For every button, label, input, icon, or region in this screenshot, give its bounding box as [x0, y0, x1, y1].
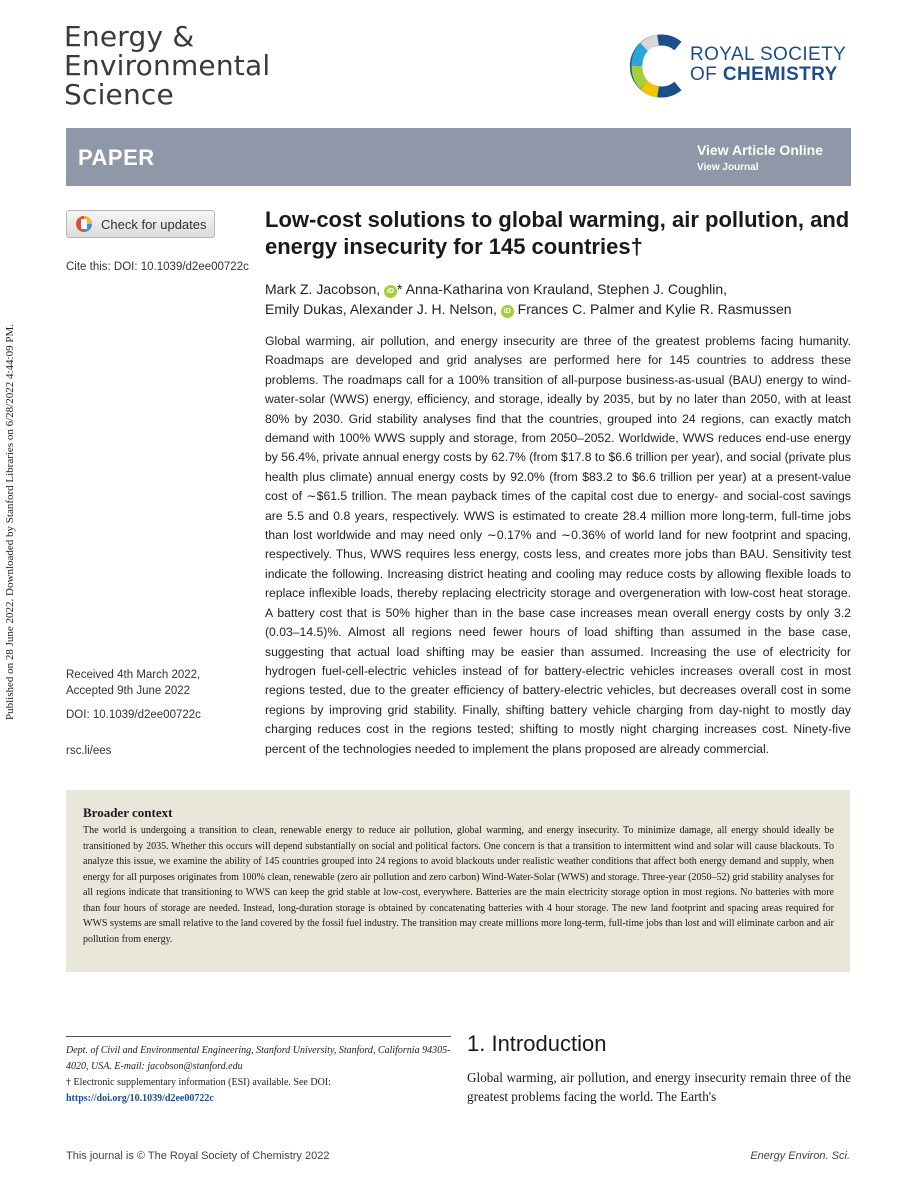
rsc-wordmark-line2: [690, 65, 846, 85]
author-name: Frances C. Palmer and Kylie R. Rasmussen: [513, 301, 792, 317]
section-heading-introduction: 1. Introduction: [467, 1031, 607, 1056]
author-list: [265, 279, 865, 319]
orcid-icon[interactable]: iD: [501, 305, 514, 318]
journal-title: [64, 22, 270, 109]
rsc-logo: [630, 33, 855, 99]
rsc-wordmark-chemistry: CHEMISTRY: [722, 64, 838, 85]
rsc-wordmark-line1: ROYAL SOCIETY: [690, 44, 847, 65]
footnote-divider: [66, 1036, 451, 1037]
author-name: Mark Z. Jacobson,: [265, 281, 381, 297]
esi-footnote: [66, 1075, 452, 1107]
received-date: Received 4th March 2022,: [66, 669, 201, 681]
abstract: Global warming, air pollution, and energy insecurity are three of the greatest problems facing humanity. Roadmaps are developed and grid analyses are performed here for 145 countries to address these problems. The roadmaps call for a 100% transition of all-purpose business-as-usual (BAU) energy to wind-water-solar (WWS) energy, efficiency, and storage, ideally by 2035, but by no later than 2050, with at least 80% by 2030. Grid stability analyses find that the countries, grouped into 24 regions, can exactly match demand with 100% WWS supply and storage, from 2050–2052. Worldwide, WWS reduces end-use energy by 56.4%, private annual energy costs by 62.7% (from $17.8 to $6.6 trillion per year), and social (private plus health plus climate) annual energy costs by 92.0% (from $83.2 to $6.6 trillion per year) at a present-value cost of ∼$61.5 trillion. The mean payback times of the capital cost due to energy- and social-cost savings are 5.5 and 0.8 years, respectively. WWS is estimated to create 28.4 million more long-term, full-time jobs than lost worldwide and may need only ∼0.17% and ∼0.36% of world land for new footprint and spacing, respectively. Thus, WWS requires less energy, costs less, and creates more jobs than BAU. Sensitivity test indicate the following. Increasing district heating and cooling may reduce costs by allowing flexible loads to replace inflexible loads, thereby replacing electricity storage and overgeneration with low-cost heat storage. A battery cost that is 50% higher than in the base case increases mean overall energy costs by only 3.2 (0.03–14.5)%. Almost all regions need fewer hours of load shifting than assumed in the base case, suggesting that actual load shifting may be easier than assumed. Increasing the use of electricity for hydrogen fuel-cell-electric vehicles instead of for battery-electric vehicles increases overall cost in most regions tested, due to the greater efficiency of battery-electric vehicles, but decreases overall cost in some regions by improving grid stability. Finally, shifting battery vehicle charging from day-night to mostly day charging reduces cost in the regions tested; shifting to mostly night charging increases cost. Ninety-five percent of the technologies needed to implement the plans proposed are already commercial.: [265, 334, 851, 756]
journal-abbrev-footer: Energy Environ. Sci.: [750, 1150, 850, 1162]
journal-title-line: Environmental: [64, 49, 271, 82]
rsc-wordmark: [690, 45, 846, 85]
author-name: Emily Dukas, Alexander J. H. Nelson,: [265, 301, 497, 317]
article-type-label: PAPER: [78, 145, 155, 170]
broader-context-box: [66, 790, 850, 972]
check-for-updates-label: Check for updates: [101, 216, 207, 232]
view-article-online-link[interactable]: View Article Online: [696, 142, 823, 158]
introduction-body: Global warming, air pollution, and energy insecurity remain three of the greatest problems facing the world. The Earth's: [467, 1070, 851, 1104]
cite-this[interactable]: Cite this: DOI: 10.1039/d2ee00722c: [66, 261, 249, 273]
orcid-icon[interactable]: iD: [384, 285, 397, 298]
author-name: * Anna-Katharina von Krauland, Stephen J. Coughlin,: [397, 281, 728, 297]
accepted-date: Accepted 9th June 2022: [66, 685, 191, 697]
view-journal-link[interactable]: View Journal: [697, 162, 759, 173]
affiliation-footnote: Dept. of Civil and Environmental Engineering, Stanford University, Stanford, California 94305-4020, USA. E-mail: jacobson@stanford.edu: [66, 1045, 451, 1072]
esi-text: † Electronic supplementary information (ESI) available. See DOI:: [66, 1077, 331, 1088]
footnotes: [66, 1043, 452, 1107]
crossmark-icon: [75, 215, 93, 233]
article-title: Low-cost solutions to global warming, air pollution, and energy insecurity for 145 countries†: [265, 207, 850, 259]
dates: [66, 667, 256, 699]
broader-context-body: The world is undergoing a transition to clean, renewable energy to reduce air pollution, global warming, and energy insecurity. To minimize damage, all energy should ideally be transitioned by 2035. Whether this occurs will depend substantially on social and political factors. One concern is that a transition to intermittent wind and solar will cause blackouts. To analyze this issue, we examine the ability of 145 countries grouped into 24 regions to avoid blackouts under realistic weather conditions that affect both energy demand and supply, when energy for all purposes originates from 100% clean, renewable (zero air pollution and zero carbon) Wind-Water-Solar (WWS) and storage. Three-year (2050–52) grid stability analyses for all regions indicate that transitioning to WWS can keep the grid stable at low-cost, everywhere. Batteries are the main electricity storage option in most regions. No batteries with more than four hours of storage are needed. Instead, long-duration storage is obtained by concatenating batteries with 4 hour storage. The new land footprint and spacing areas required for WWS systems are small relative to the land covered by the fossil fuel industry. The transition may create millions more long-term, full-time jobs than lost and will eliminate carbon and air pollution from energy.: [83, 825, 834, 945]
journal-title-line: Science: [64, 78, 174, 111]
doi[interactable]: DOI: 10.1039/d2ee00722c: [66, 709, 201, 721]
rsc-wordmark-of: OF: [690, 64, 723, 85]
rsc-logo-icon: [630, 33, 688, 99]
download-stamp: Published on 28 June 2022. Downloaded by Stanford Libraries on 6/28/2022 4:44:09 PM.: [4, 324, 16, 720]
article-type-banner: [66, 128, 851, 186]
journal-title-line: Energy &: [64, 20, 195, 53]
copyright-footer: This journal is © The Royal Society of Chemistry 2022: [66, 1150, 330, 1162]
check-for-updates-button[interactable]: [66, 210, 215, 238]
esi-doi-link[interactable]: https://doi.org/10.1039/d2ee00722c: [66, 1093, 214, 1104]
broader-context-heading: Broader context: [83, 805, 173, 820]
journal-short-link[interactable]: rsc.li/ees: [66, 745, 112, 757]
